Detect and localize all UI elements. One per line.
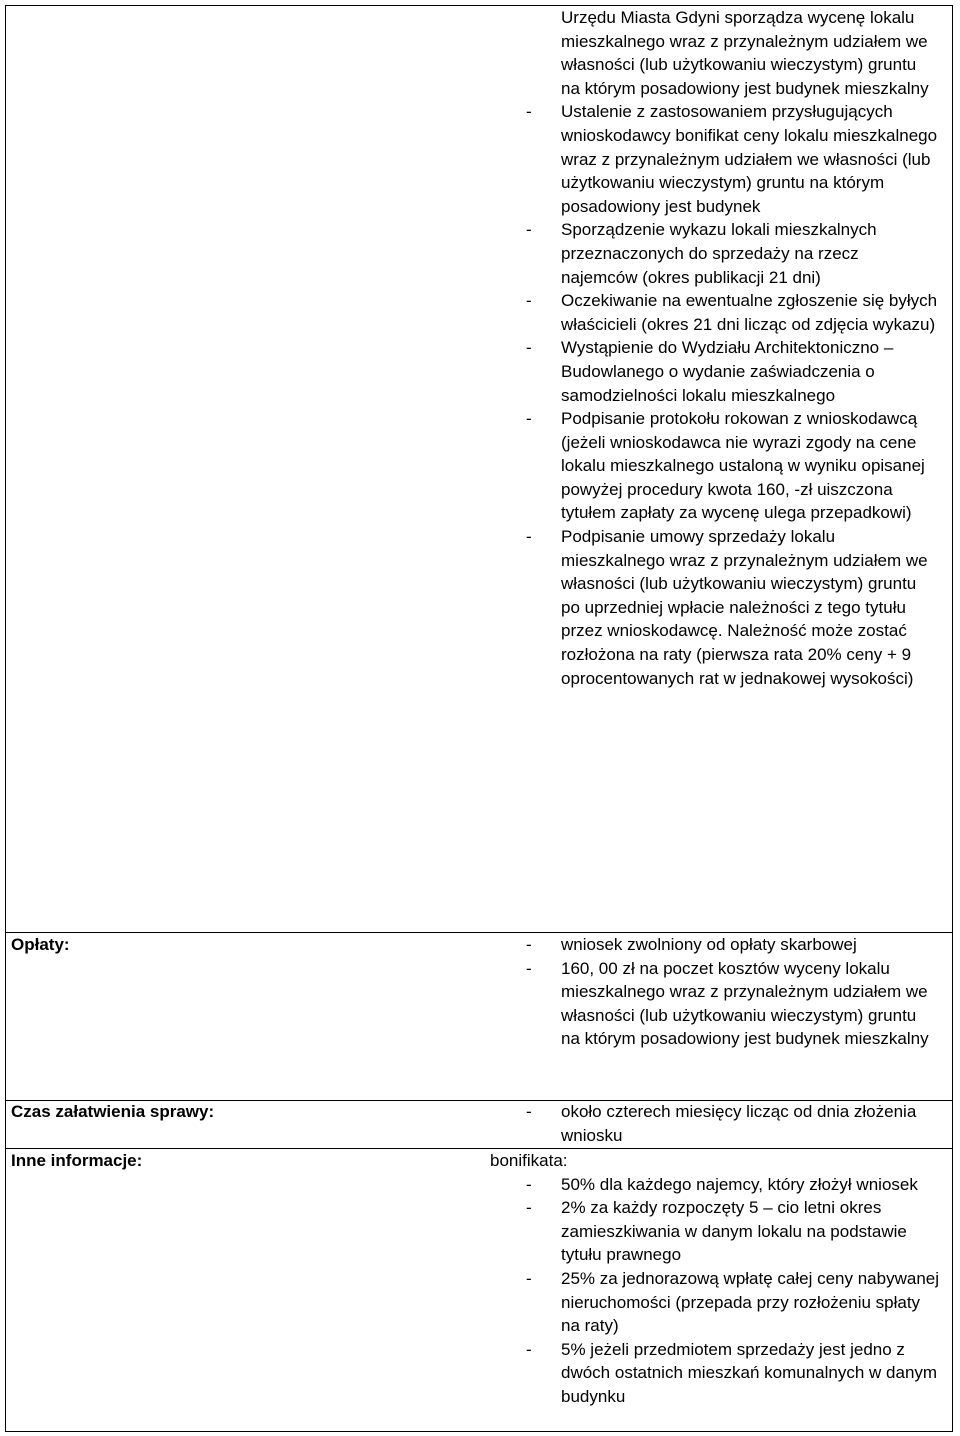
list-dash: - [526, 1198, 532, 1218]
inne-column [484, 1149, 939, 1409]
list-dash: - [526, 958, 532, 978]
list-item: - 25% za jednorazową wpłatę całej ceny nabywanej nieruchomości (przepada przy rozłożeniu spłaty na raty) [526, 1268, 940, 1336]
list-item: - wniosek zwolniony od opłaty skarbowej [484, 933, 939, 957]
oplaty-column [484, 933, 939, 1051]
tryb-column [484, 6, 939, 690]
list-dash: - [526, 338, 532, 358]
bonifikata-intro: bonifikata: [490, 1151, 568, 1170]
list-item: - 50% dla każdego najemcy, który złożył wniosek [484, 1173, 939, 1197]
czas-label: Czas załatwienia sprawy: [11, 1102, 215, 1121]
list-item: - Oczekiwanie na ewentualne zgłoszenie się byłych właścicieli (okres 21 dni licząc od zdjęcia wykazu) [526, 291, 938, 334]
oplaty-label: Opłaty: [11, 935, 70, 954]
list-item: - Wystąpienie do Wydziału Architektoniczno – Budowlanego o wydanie zaświadczenia o samodzielności lokalu mieszkalnego [526, 338, 894, 405]
list-item: - około czterech miesięcy licząc od dnia złożenia wniosku [526, 1102, 917, 1145]
list-item: - 5% jeżeli przedmiotem sprzedaży jest jedno z dwóch ostatnich mieszkań komunalnych w danym budynku [526, 1339, 938, 1406]
list-dash: - [526, 220, 532, 240]
bonifikata-list [484, 1173, 939, 1409]
tryb-continuation-text: Urzędu Miasta Gdyni sporządza wycenę lokalu mieszkalnego wraz z przynależnym udziałem we własności (lub użytkowaniu wieczystym) gruntu na którym posadowiony jest budynek mieszkalny [561, 8, 929, 98]
list-dash: - [526, 1268, 532, 1288]
tryb-list [484, 100, 939, 690]
czas-column [484, 1100, 939, 1147]
list-dash: - [526, 102, 532, 122]
czas-list [484, 1100, 939, 1147]
list-dash: - [526, 1102, 532, 1121]
list-dash: - [526, 1174, 532, 1194]
list-dash: - [526, 527, 532, 547]
list-dash: - [526, 409, 532, 429]
list-item: - Ustalenie z zastosowaniem przysługujących wnioskodawcy bonifikat ceny lokalu mieszkalnego wraz z przynależnym udziałem we własności (lub użytkowaniu wieczystym) gruntu na którym posadowiony jest budynek [526, 102, 938, 216]
list-item: - Sporządzenie wykazu lokali mieszkalnych przeznaczonych do sprzedaży na rzecz najemców (okres publikacji 21 dni) [526, 220, 877, 287]
list-item: - Podpisanie umowy sprzedaży lokalu mieszkalnego wraz z przynależnym udziałem we własności (lub użytkowaniu wieczystym) gruntu po uprzedniej wpłacie należności z tego tytułu przez wnioskodawcę. Należność może zostać rozłożona na raty (pierwsza rata 20% ceny + 9 oprocentowanych rat w jednakowej wysokości) [526, 527, 928, 688]
list-dash: - [526, 1339, 532, 1359]
list-item: - Podpisanie protokołu rokowan z wnioskodawcą (jeżeli wnioskodawca nie wyrazi zgody na cene lokalu mieszkalnego ustaloną w wyniku opisanej powyżej procedury kwota 160, -zł uiszczona tytułem zapłaty za wycenę ulega przepadkowi) [526, 409, 925, 523]
list-item: - 160, 00 zł na poczet kosztów wyceny lokalu mieszkalnego wraz z przynależnym udziałem we własności (lub użytkowaniu wieczystym) gruntu na którym posadowiony jest budynek mieszkalny [526, 958, 929, 1049]
list-dash: - [526, 935, 532, 954]
list-item: - 2% za każdy rozpoczęty 5 – cio letni okres zamieszkiwania w danym lokalu na podstawie tytułu prawnego [526, 1198, 907, 1265]
list-dash: - [526, 291, 532, 311]
oplaty-list [484, 933, 939, 1051]
inne-label: Inne informacje: [11, 1151, 143, 1170]
